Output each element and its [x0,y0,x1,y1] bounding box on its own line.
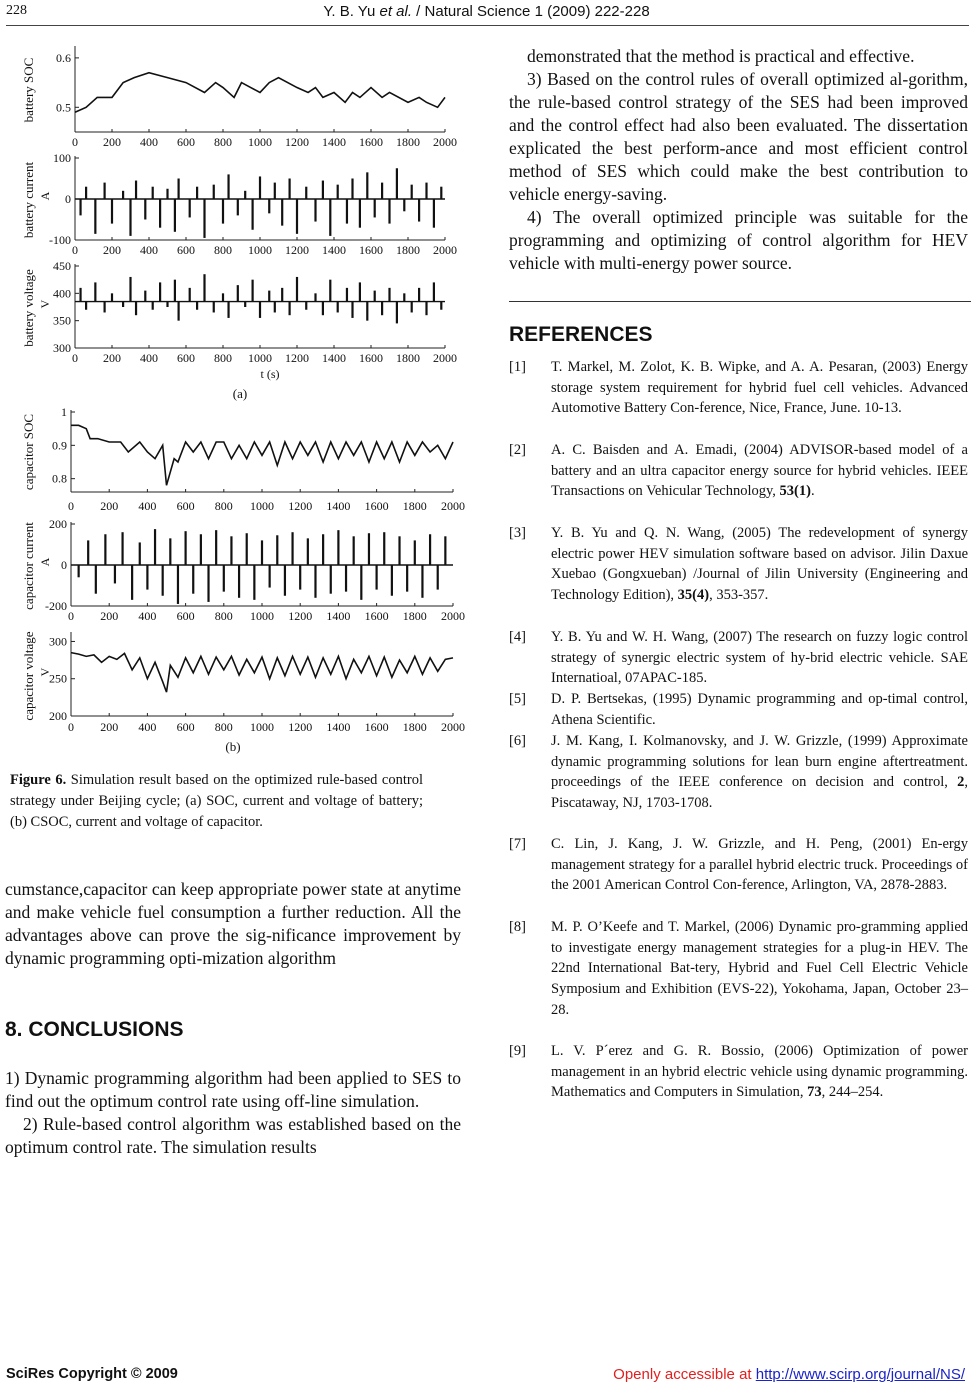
figure-caption-text: Simulation result based on the optimized rule-based control strategy under Beijing cycle; (a) SOC, current and voltage of battery; (b) CSOC, current and voltage of capacitor. [10,772,423,830]
x-tick-label: 600 [177,135,195,149]
y-tick-label: 100 [53,151,71,165]
x-tick-label: 1400 [322,243,346,257]
x-tick-label: 0 [68,499,74,513]
left-column [5,878,461,970]
y-tick-label: -100 [49,233,71,247]
x-tick-label: 1800 [402,499,427,513]
x-tick-label: 200 [103,351,121,365]
reference-item [509,440,968,502]
reference-number: [8] [509,919,526,935]
y-axis-unit: V [38,299,52,309]
series-line [71,653,453,693]
x-tick-label: 1600 [359,135,383,149]
conclusion-4: 4) The overall optimized principle was suitable for the programming and optimizing of control algorithm for HEV vehicle with multi-energy power source. [509,207,968,273]
x-tick-label: 0 [72,351,78,365]
y-tick-label: 200 [49,517,67,531]
x-tick-label: 1200 [285,243,309,257]
running-head-journal: / Natural Science 1 (2009) 222-228 [412,3,650,20]
reference-volume: 53(1) [779,483,811,500]
y-tick-label: 0.6 [56,50,71,65]
footer-copyright: SciRes Copyright © 2009 [6,1366,178,1382]
x-tick-label: 2000 [441,720,465,734]
conclusion-2: 2) Rule-based control algorithm was established based on the optimum control rate. The simulation results [5,1114,461,1157]
conclusion-3: 3) Based on the control rules of overall optimized al-gorithm, the rule-based control strategy of the SES had been improved and the control effect had also been evaluated. The dissertation explicated the best perform-ance and most efficient control method of SES which could make the best contribution to vehicle energy-saving. [509,69,968,204]
section-divider [509,301,971,302]
x-tick-label: 1800 [402,609,427,623]
y-tick-label: 0.5 [56,100,71,115]
x-tick-label: 1000 [248,243,272,257]
y-tick-label: 1 [61,405,67,419]
y-tick-label: 200 [49,709,67,723]
conclusions-body [5,1067,461,1159]
reference-text: J. M. Kang, I. Kolmanovsky, and J. W. Grizzle, (1999) Approximate dynamic programming solutions for lean burn engine aftertreatment. proceedings of the IEEE conference on decision and control, [551,733,968,791]
footer-access-text: Openly accessible at [613,1366,756,1383]
right-para-1: demonstrated that the method is practical and effective. [527,46,915,66]
y-tick-label: -200 [45,599,67,613]
reference-volume: 35(4) [677,587,710,604]
x-tick-label: 1800 [396,351,420,365]
reference-text: M. P. O’Keefe and T. Markel, (2006) Dynamic pro-gramming applied to investigate energy management strategies for a plug-in HEV. The 22nd International Bat-tery, Hybrid and Fuel Cell Electric Vehicle Symposium and Exhibition (EVS-22), Yokohama, Japan, October 23–28. [551,919,968,1018]
y-axis-label: battery voltage [21,269,36,347]
x-tick-label: 600 [176,499,195,513]
reference-text: A. C. Baisden and A. Emadi, (2004) ADVISOR-based model of a battery and an ultra capacitor energy source for hybrid vehicles. IEEE Transactions on Vehicular Technology, [551,442,968,500]
x-tick-label: 1600 [359,351,383,365]
x-tick-label: 800 [214,243,232,257]
reference-tail: . [810,483,815,500]
x-tick-label: 1400 [322,135,346,149]
x-tick-label: 1800 [402,720,427,734]
reference-tail: , Piscataway, NJ, 1703-1708. [551,774,968,812]
reference-text: C. Lin, J. Kang, J. W. Grizzle, and H. Peng, (2001) En-ergy management strategy for a parallel hybrid electric truck. Proceedings of the 2001 American Control Con-ference, Arlington, VA, 2878-2883. [551,836,968,894]
reference-number: [7] [509,836,526,852]
x-tick-label: 1800 [396,135,420,149]
y-tick-label: 0 [65,192,71,206]
x-tick-label: 2000 [433,351,457,365]
reference-number: [1] [509,359,526,375]
figure-6-plots [5,40,465,755]
x-tick-label: 400 [138,720,157,734]
series-line [71,425,453,485]
reference-item [509,731,968,814]
x-axis-label: t (s) [260,367,280,381]
running-head [0,3,973,20]
footer-access [613,1366,965,1383]
y-axis-unit: A [38,191,52,201]
x-tick-label: 200 [100,499,119,513]
x-tick-label: 1200 [285,351,309,365]
y-tick-label: 0.9 [52,438,67,453]
x-tick-label: 1200 [288,499,313,513]
x-tick-label: 0 [72,243,78,257]
x-tick-label: 400 [140,135,158,149]
x-tick-label: 1000 [248,351,272,365]
x-tick-label: 1600 [359,243,383,257]
y-tick-label: 0 [61,558,67,572]
x-tick-label: 1600 [364,499,389,513]
section-heading-references: REFERENCES [509,323,653,346]
x-tick-label: 1400 [326,720,351,734]
reference-text: L. V. P´erez and G. R. Bossio, (2006) Optimization of power management in an hybrid electric vehicle using dynamic programming. Mathematics and Computers in Simulation, [551,1043,968,1101]
x-tick-label: 0 [68,720,74,734]
x-tick-label: 1600 [364,609,389,623]
x-tick-label: 1800 [396,243,420,257]
x-tick-label: 1400 [322,351,346,365]
x-tick-label: 400 [140,243,158,257]
reference-item [509,1041,968,1103]
x-tick-label: 1000 [250,609,274,623]
x-tick-label: 1400 [326,609,351,623]
page-number: 228 [6,3,27,18]
reference-volume: 73 [807,1084,822,1101]
reference-item [509,834,968,896]
conclusion-1: 1) Dynamic programming algorithm had been applied to SES to find out the optimum control rate using off-line simulation. [5,1068,461,1111]
x-tick-label: 1000 [250,499,274,513]
x-tick-label: 200 [100,609,119,623]
figure-6 [5,40,465,755]
x-tick-label: 400 [140,351,158,365]
x-tick-label: 800 [214,609,233,623]
x-tick-label: 1200 [288,609,313,623]
x-tick-label: 600 [177,243,195,257]
reference-number: [6] [509,733,526,749]
reference-text: Y. B. Yu and Q. N. Wang, (2005) The redevelopment of synergy electric power HEV simulation software based on advisor. Jilin Daxue Xuebao (Gongxueban) /Journal of Jilin University (Engineering and Technology Edition), [551,525,968,604]
y-tick-label: 450 [53,259,71,273]
series-line [75,73,445,113]
x-tick-label: 2000 [433,135,457,149]
left-para-1: cumstance,capacitor can keep appropriate power state at anytime and make vehicle fuel consumption a further reduction. All the advantages above can prove the sig-nificance improvement by dynamic programming opti-mization algorithm [5,879,461,968]
x-tick-label: 1600 [364,720,389,734]
reference-item [509,357,968,419]
y-tick-label: 0.8 [52,471,67,486]
reference-item [509,917,968,1021]
x-tick-label: 0 [68,609,74,623]
section-heading-conclusions: 8. CONCLUSIONS [5,1018,184,1041]
figure-caption [10,770,423,833]
reference-item [509,627,968,689]
right-column-body [509,45,968,275]
y-tick-label: 300 [53,341,71,355]
x-tick-label: 400 [138,499,157,513]
panel-label-b: (b) [225,739,241,754]
x-tick-label: 1400 [326,499,351,513]
y-axis-label: capacitor SOC [21,413,36,491]
x-tick-label: 200 [100,720,119,734]
x-tick-label: 1000 [248,135,272,149]
reference-number: [5] [509,691,526,707]
journal-link[interactable]: http://www.scirp.org/journal/NS/ [755,1366,965,1383]
reference-volume: 2 [957,774,965,791]
y-axis-label: capacitor current [21,522,36,610]
y-axis-label: battery current [21,161,36,239]
x-tick-label: 800 [214,499,233,513]
x-tick-label: 600 [177,351,195,365]
reference-number: [4] [509,629,526,645]
reference-text: T. Markel, M. Zolot, K. B. Wipke, and A. A. Pesaran, (2003) Energy storage system requirement for hybrid fuel cell vehicles. Advanced Automotive Battery Con-ference, Nice, France, June. 10-13. [551,359,968,417]
x-tick-label: 800 [214,720,233,734]
x-tick-label: 2000 [433,243,457,257]
x-tick-label: 0 [72,135,78,149]
x-tick-label: 200 [103,135,121,149]
reference-tail: , 244–254. [821,1084,884,1101]
x-tick-label: 1200 [288,720,313,734]
running-head-authors: Y. B. Yu [323,3,380,20]
x-tick-label: 1000 [250,720,274,734]
reference-number: [9] [509,1043,526,1059]
x-tick-label: 600 [176,609,195,623]
x-tick-label: 2000 [441,609,465,623]
y-tick-label: 300 [49,634,67,649]
x-tick-label: 800 [214,351,232,365]
x-tick-label: 800 [214,135,232,149]
x-tick-label: 2000 [441,499,465,513]
x-tick-label: 600 [176,720,195,734]
reference-text: Y. B. Yu and W. H. Wang, (2007) The research on fuzzy logic control strategy of synergic electric system of hy-brid electric vehicle. SAE Internatioal, 07APAC-185. [551,629,968,687]
figure-caption-label: Figure 6. [10,772,67,788]
y-axis-label: capacitor voltage [21,631,36,721]
x-tick-label: 1200 [285,135,309,149]
header-rule [6,25,969,26]
y-tick-label: 250 [49,671,67,686]
running-head-et-al: et al. [379,3,413,20]
reference-tail: , 353-357. [709,587,769,604]
reference-text: D. P. Bertsekas, (1995) Dynamic programming and op-timal control, Athena Scientific. [551,691,968,728]
x-tick-label: 400 [138,609,157,623]
reference-item [509,689,968,730]
x-tick-label: 200 [103,243,121,257]
y-tick-label: 350 [53,313,71,328]
y-tick-label: 400 [53,286,71,301]
reference-number: [3] [509,525,526,541]
reference-number: [2] [509,442,526,458]
y-axis-unit: A [38,557,52,567]
panel-label-a: (a) [232,386,248,401]
y-axis-label: battery SOC [21,57,36,123]
reference-item [509,523,968,606]
y-axis-unit: V [38,667,52,677]
